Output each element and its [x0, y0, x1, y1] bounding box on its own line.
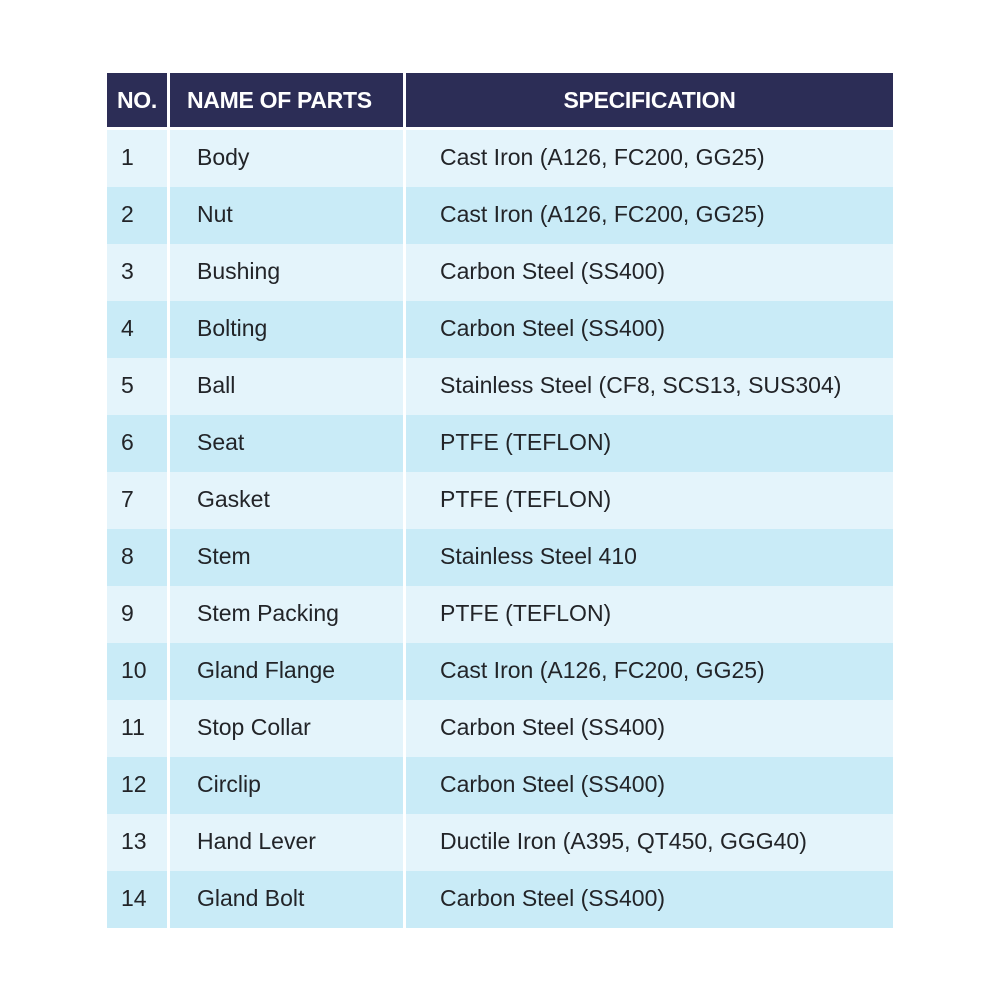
part-specification: Carbon Steel (SS400)	[406, 301, 893, 358]
parts-specification-table	[107, 73, 893, 928]
part-specification: Cast Iron (A126, FC200, GG25)	[406, 643, 893, 700]
part-specification: PTFE (TEFLON)	[406, 415, 893, 472]
row-number: 11	[107, 700, 167, 757]
row-number: 5	[107, 358, 167, 415]
part-name: Bolting	[170, 301, 403, 358]
part-name: Ball	[170, 358, 403, 415]
row-number: 2	[107, 187, 167, 244]
part-specification: PTFE (TEFLON)	[406, 472, 893, 529]
part-specification: Carbon Steel (SS400)	[406, 757, 893, 814]
header-no: NO.	[107, 73, 167, 127]
part-name: Gland Flange	[170, 643, 403, 700]
row-number: 6	[107, 415, 167, 472]
part-specification: Stainless Steel (CF8, SCS13, SUS304)	[406, 358, 893, 415]
row-number: 10	[107, 643, 167, 700]
part-specification: Cast Iron (A126, FC200, GG25)	[406, 187, 893, 244]
part-name: Circlip	[170, 757, 403, 814]
header-specification: SPECIFICATION	[406, 73, 893, 127]
part-name: Hand Lever	[170, 814, 403, 871]
part-name: Body	[170, 130, 403, 187]
part-name: Seat	[170, 415, 403, 472]
header-name-of-parts: NAME OF PARTS	[170, 73, 403, 127]
part-name: Gasket	[170, 472, 403, 529]
part-name: Bushing	[170, 244, 403, 301]
row-number: 1	[107, 130, 167, 187]
row-number: 4	[107, 301, 167, 358]
row-number: 7	[107, 472, 167, 529]
part-specification: Ductile Iron (A395, QT450, GGG40)	[406, 814, 893, 871]
part-specification: Cast Iron (A126, FC200, GG25)	[406, 130, 893, 187]
part-name: Gland Bolt	[170, 871, 403, 928]
part-name: Stem	[170, 529, 403, 586]
part-specification: Stainless Steel 410	[406, 529, 893, 586]
part-specification: PTFE (TEFLON)	[406, 586, 893, 643]
row-number: 3	[107, 244, 167, 301]
part-specification: Carbon Steel (SS400)	[406, 244, 893, 301]
row-number: 14	[107, 871, 167, 928]
row-number: 12	[107, 757, 167, 814]
part-name: Stop Collar	[170, 700, 403, 757]
part-name: Stem Packing	[170, 586, 403, 643]
part-name: Nut	[170, 187, 403, 244]
row-number: 13	[107, 814, 167, 871]
part-specification: Carbon Steel (SS400)	[406, 871, 893, 928]
row-number: 8	[107, 529, 167, 586]
part-specification: Carbon Steel (SS400)	[406, 700, 893, 757]
row-number: 9	[107, 586, 167, 643]
